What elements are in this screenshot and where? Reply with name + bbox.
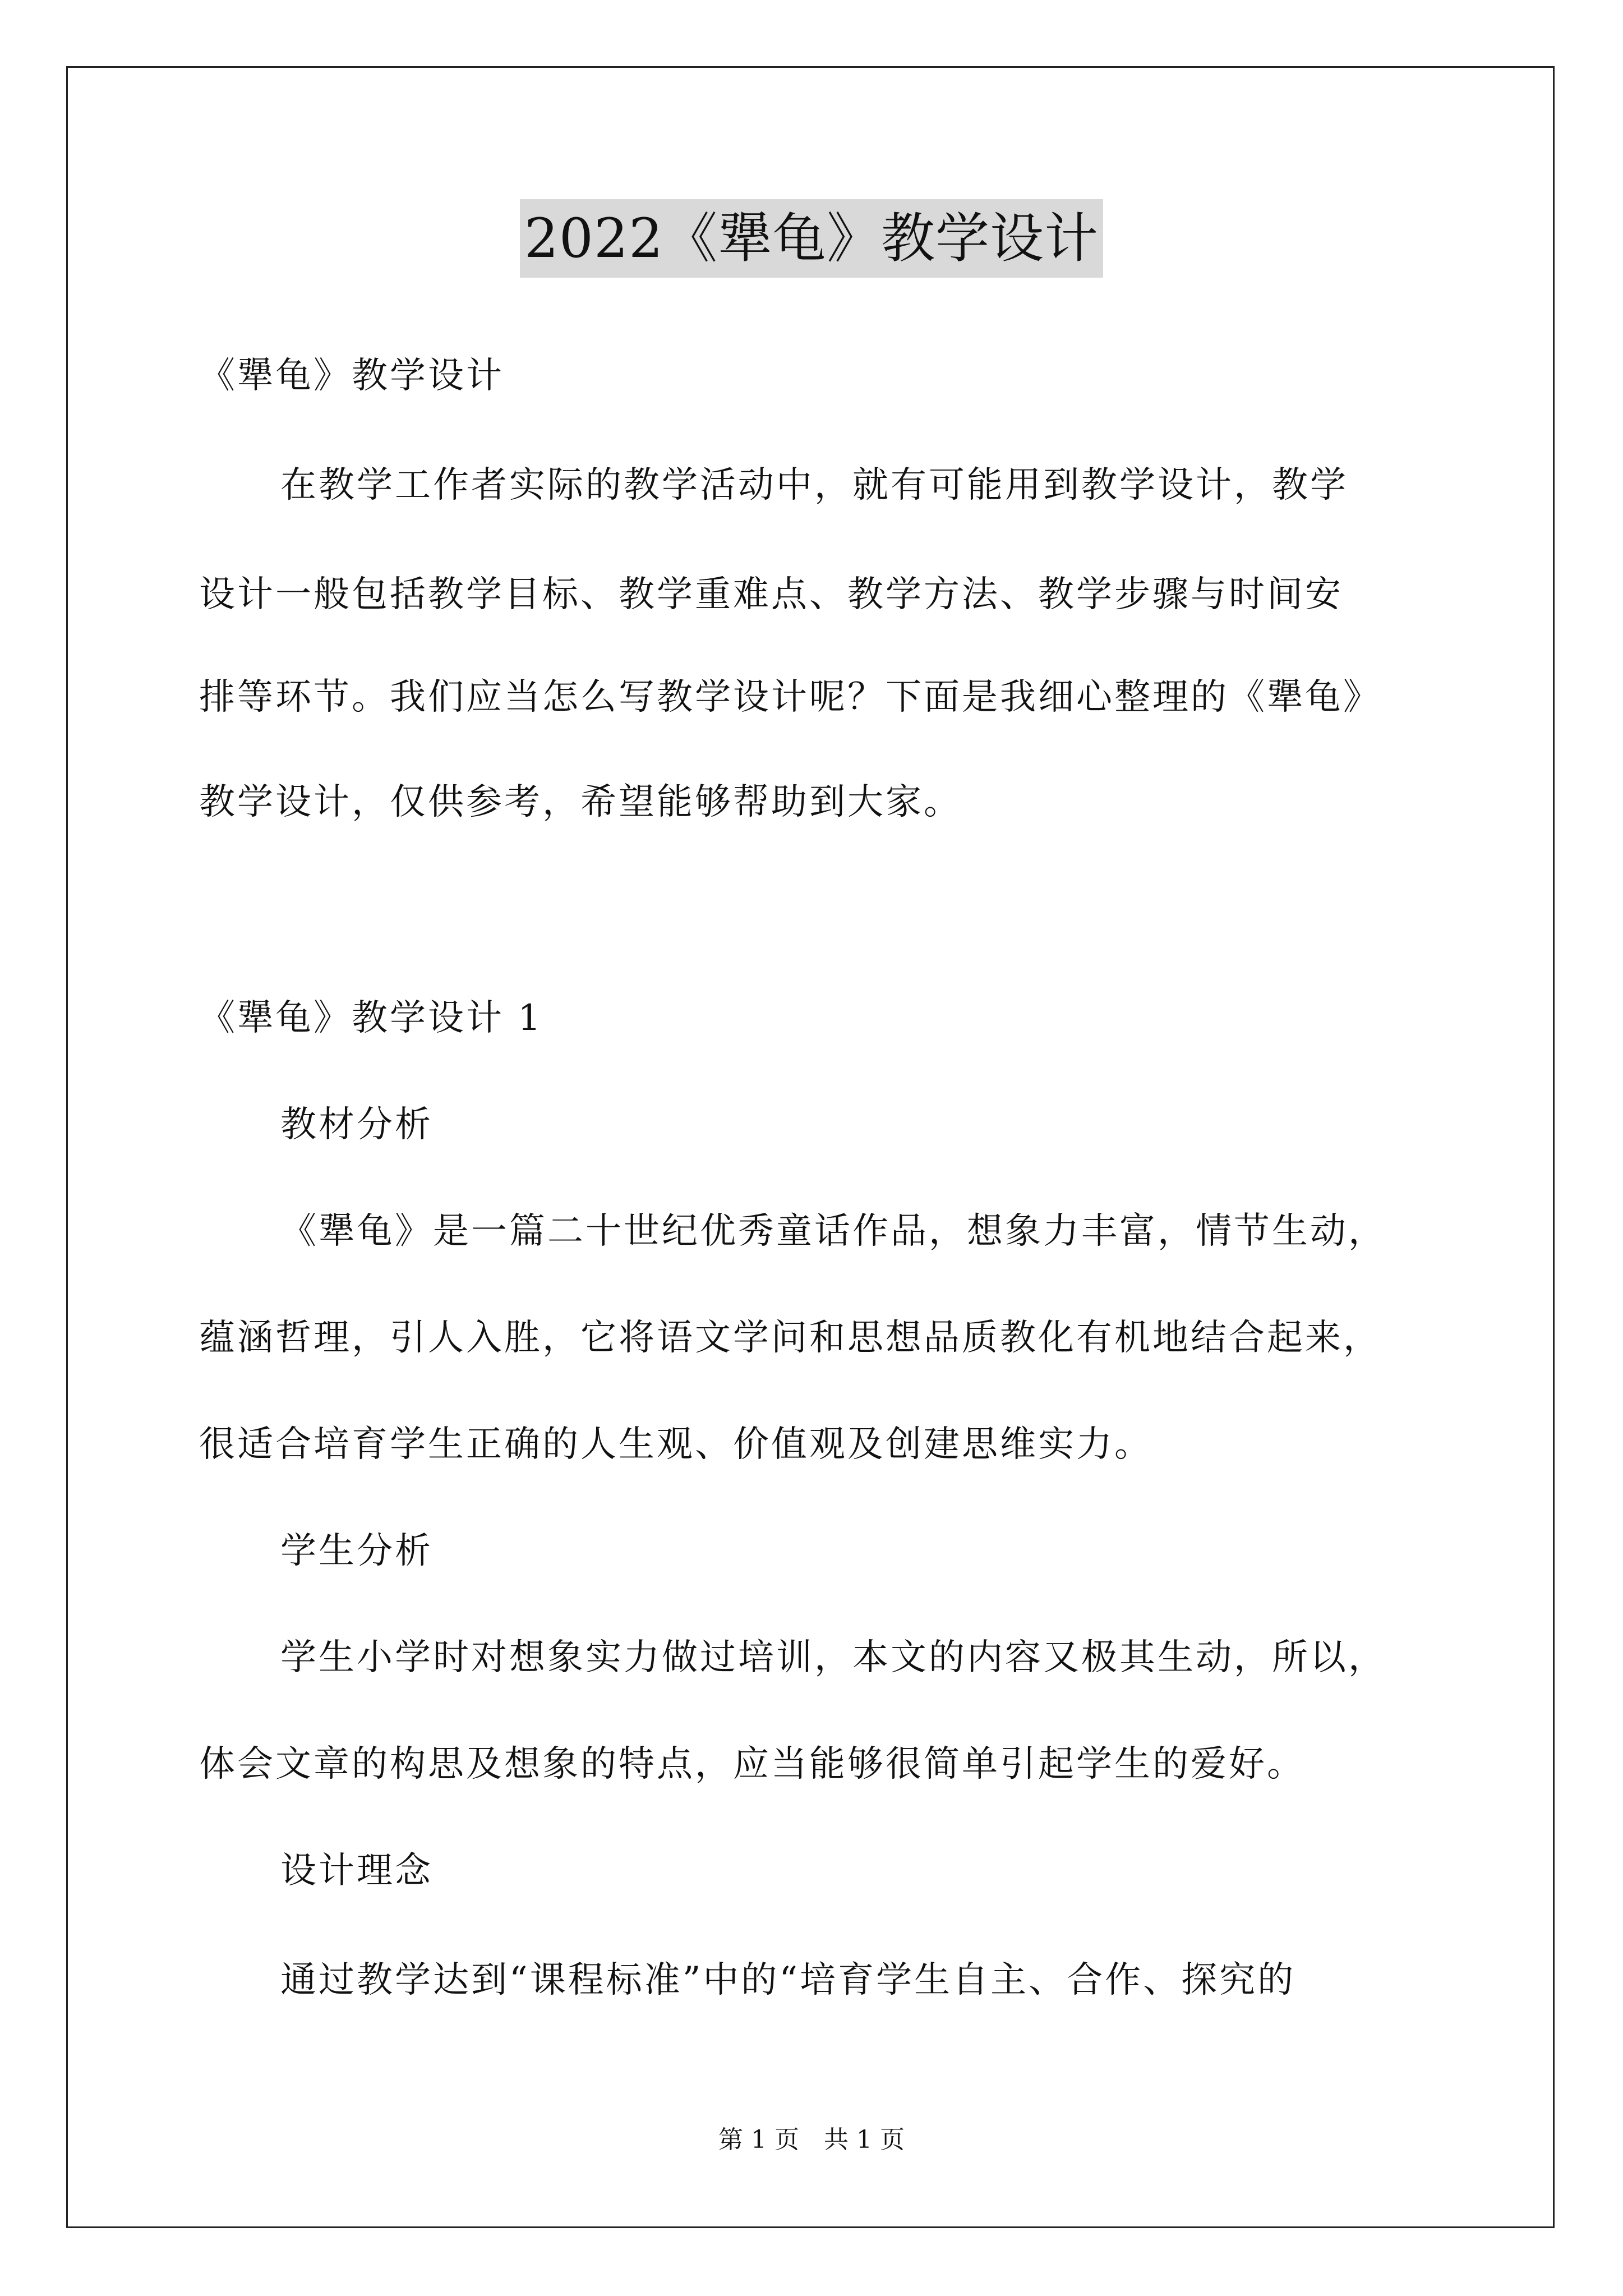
material-line-1: 《犟龟》是一篇二十世纪优秀童话作品，想象力丰富，情节生动， [280,1211,1386,1252]
concept-line-1: 通过教学达到“课程标准”中的“培育学生自主、合作、探究的 [280,1959,1296,2001]
material-line-2: 蕴涵哲理，引人入胜，它将语文学问和思想品质教化有机地结合起来， [199,1317,1381,1359]
heading-students: 学生分析 [280,1530,433,1572]
document-title: 2022《犟龟》教学设计 [520,199,1103,278]
page-footer: 第 1 页 共 1 页 [718,2125,905,2154]
intro-line-2: 设计一般包括教学目标、教学重难点、教学方法、教学步骤与时间安 [199,574,1343,615]
intro-line-4: 教学设计，仅供参考，希望能够帮助到大家。 [199,781,962,823]
students-line-1: 学生小学时对想象实力做过培训，本文的内容又极其生动，所以， [280,1637,1386,1678]
title-container [0,199,1623,278]
material-line-3: 很适合培育学生正确的人生观、价值观及创建思维实力。 [199,1424,1152,1465]
students-line-2: 体会文章的构思及想象的特点，应当能够很简单引起学生的爱好。 [199,1743,1305,1785]
heading-concept: 设计理念 [280,1850,433,1892]
intro-line-1: 在教学工作者实际的教学活动中，就有可能用到教学设计，教学 [280,464,1348,506]
document-subtitle: 《犟龟》教学设计 [199,355,504,397]
section-title: 《犟龟》教学设计 1 [199,997,543,1039]
intro-line-3: 排等环节。我们应当怎么写教学设计呢？下面是我细心整理的《犟龟》 [199,677,1381,718]
heading-material: 教材分析 [280,1104,433,1145]
